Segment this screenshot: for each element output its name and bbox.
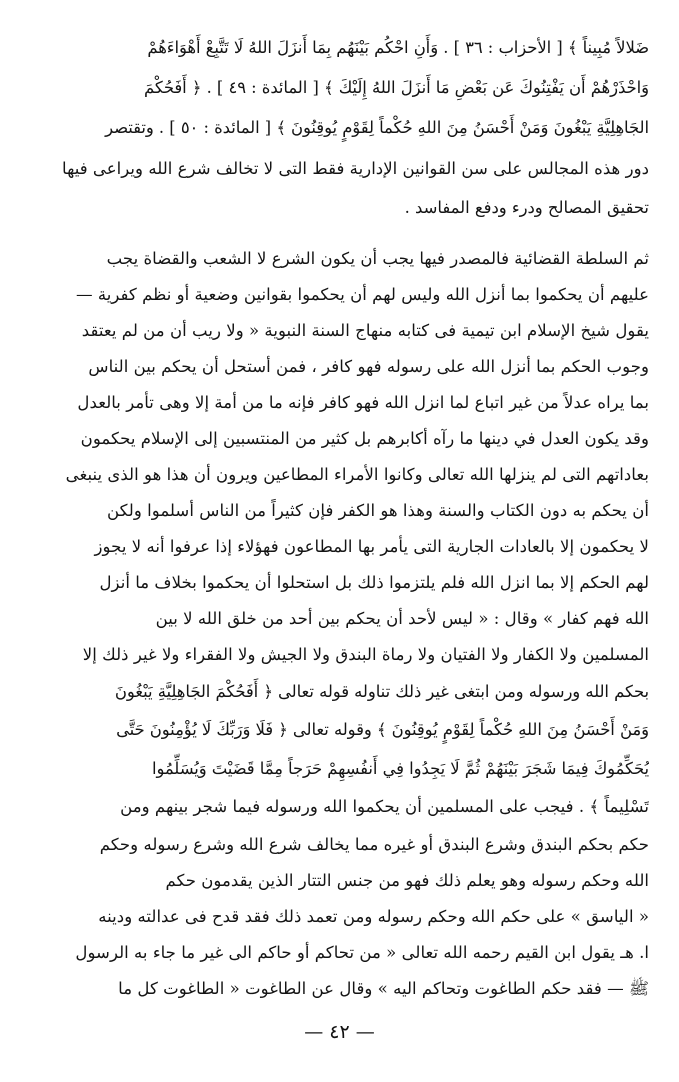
text-line: المسلمين ولا الكفار ولا الفتيان ولا رماة البندق ولا الجيش ولا الفقراء ولا غير ذلك إلا bbox=[82, 645, 649, 664]
text-line: « الياسق » على حكم الله وحكم رسوله ومن تعمد ذلك فقد قدح فى عدالته ودينه bbox=[98, 907, 649, 926]
text-line: عليهم أن يحكموا بما أنزل الله وليس لهم أن يحكموا بقوانين وضعية أو نظم كفرية — bbox=[75, 285, 649, 304]
text-line: أن يحكم به دون الكتاب والسنة وهذا هو الكفر فإن كثيراً من الناس أسلموا ولكن bbox=[107, 501, 649, 520]
text-line: تَسْلِيماً ﴾ . فيجب على المسلمين أن يحكموا الله ورسوله فيما شجر بينهم ومن bbox=[120, 797, 649, 816]
text-line: ا. هـ يقول ابن القيم رحمه الله تعالى « من تحاكم أو حاكم الى غير ما جاء به الرسول bbox=[75, 943, 649, 962]
text-line: ضَلالاً مُبِيناً ﴾ [ الأحزاب : ٣٦ ] . وَأَنِ احْكُم بَيْنَهُم بِمَا أَنزَلَ اللهُ لَا تَتَّبِعْ أَهْوَاءَهُمْ bbox=[147, 38, 649, 57]
text-line: ﷺ — فقد حكم الطاغوت وتحاكم اليه » وقال عن الطاغوت « الطاغوت كل ما bbox=[118, 979, 649, 998]
text-line: يقول شيخ الإسلام ابن تيمية فى كتابه منهاج السنة النبوية « ولا ريب أن من لم يعتقد bbox=[81, 321, 649, 340]
text-line: دور هذه المجالس على سن القوانين الإدارية فقط التى لا تخالف شرع الله ويراعى فيها bbox=[62, 159, 649, 178]
text-line: تحقيق المصالح ودرء ودفع المفاسد . bbox=[404, 198, 649, 217]
text-line: وقد يكون العدل في دينها ما رآه أكابرهم بل كثير من المنتسبين إلى الإسلام يحكمون bbox=[80, 429, 649, 448]
text-line: ثم السلطة القضائية فالمصدر فيها يجب أن يكون الشرع لا الشعب والقضاة يجب bbox=[106, 249, 649, 268]
text-line: بما يراه عدلاً من غير اتباع لما انزل الله فهو كافر فإنه ما من أمة إلا وهى تأمر بالعدل bbox=[77, 393, 649, 412]
text-line: الجَاهِلِيَّةِ يَبْغُونَ وَمَنْ أَحْسَنُ مِنَ اللهِ حُكْماً لِقَوْمٍ يُوقِنُونَ ﴾ [ المائدة : ٥٠ ] . وتقتصر bbox=[105, 118, 649, 137]
text-line: لا يحكمون إلا بالعادات الجارية التى يأمر بها المطاعون فهؤلاء إذا عرفوا أنه لا يجوز bbox=[94, 537, 649, 556]
text-line: وجوب الحكم بما أنزل الله على رسوله فهو كافر ، فمن أستحل أن يحكم بين الناس bbox=[88, 357, 649, 376]
text-line: لهم الحكم إلا بما انزل الله فلم يلتزموا ذلك بل استحلوا أن يحكموا بخلاف ما أنزل bbox=[99, 573, 649, 592]
page-number: — ٤٢ — bbox=[304, 1021, 375, 1043]
text-line: وَمَنْ أَحْسَنُ مِنَ اللهِ حُكْماً لِقَوْمٍ يُوقِنُونَ ﴾ وقوله تعالى ﴿ فَلَا وَرَبِّكَ لَا يُؤْمِنُونَ حَتَّى bbox=[116, 720, 649, 739]
paragraph-1 bbox=[34, 28, 649, 238]
text-line: بحكم الله ورسوله ومن ابتغى غير ذلك تناوله قوله تعالى ﴿ أَفَحُكْمَ الجَاهِلِيَّةِ يَبْغُونَ bbox=[114, 682, 649, 701]
text-line: الله فهم كفار » وقال : « ليس لأحد أن يحكم بين أحد من خلق الله لا بين bbox=[155, 609, 649, 628]
text-line: يُحَكِّمُوكَ فِيمَا شَجَرَ بَيْنَهُمْ ثُمَّ لَا يَجِدُوا فِي أَنفُسِهِمْ حَرَجاً مِمَّا قَضَيْتَ وَيُسَلِّمُوا bbox=[151, 759, 649, 778]
paragraph-2 bbox=[34, 239, 649, 1009]
text-line: الله وحكم رسوله وهو يعلم ذلك فهو من جنس التتار الذين يقدمون حكم bbox=[165, 871, 649, 890]
text-line: وَاحْذَرْهُمْ أَن يَفْتِنُوكَ عَن بَعْضِ مَا أَنزَلَ اللهُ إِلَيْكَ ﴾ [ المائدة : ٤٩ ] . ﴿ أَفَحُكْمَ bbox=[144, 78, 649, 97]
text-line: حكم بحكم البندق وشرع البندق أو غيره مما يخالف شرع الله وشرع رسوله وحكم bbox=[99, 835, 649, 854]
text-line: بعاداتهم التى لم ينزلها الله تعالى وكانوا الأمراء المطاعين ويرون أن هذا هو الذى ينبغى bbox=[65, 465, 649, 484]
